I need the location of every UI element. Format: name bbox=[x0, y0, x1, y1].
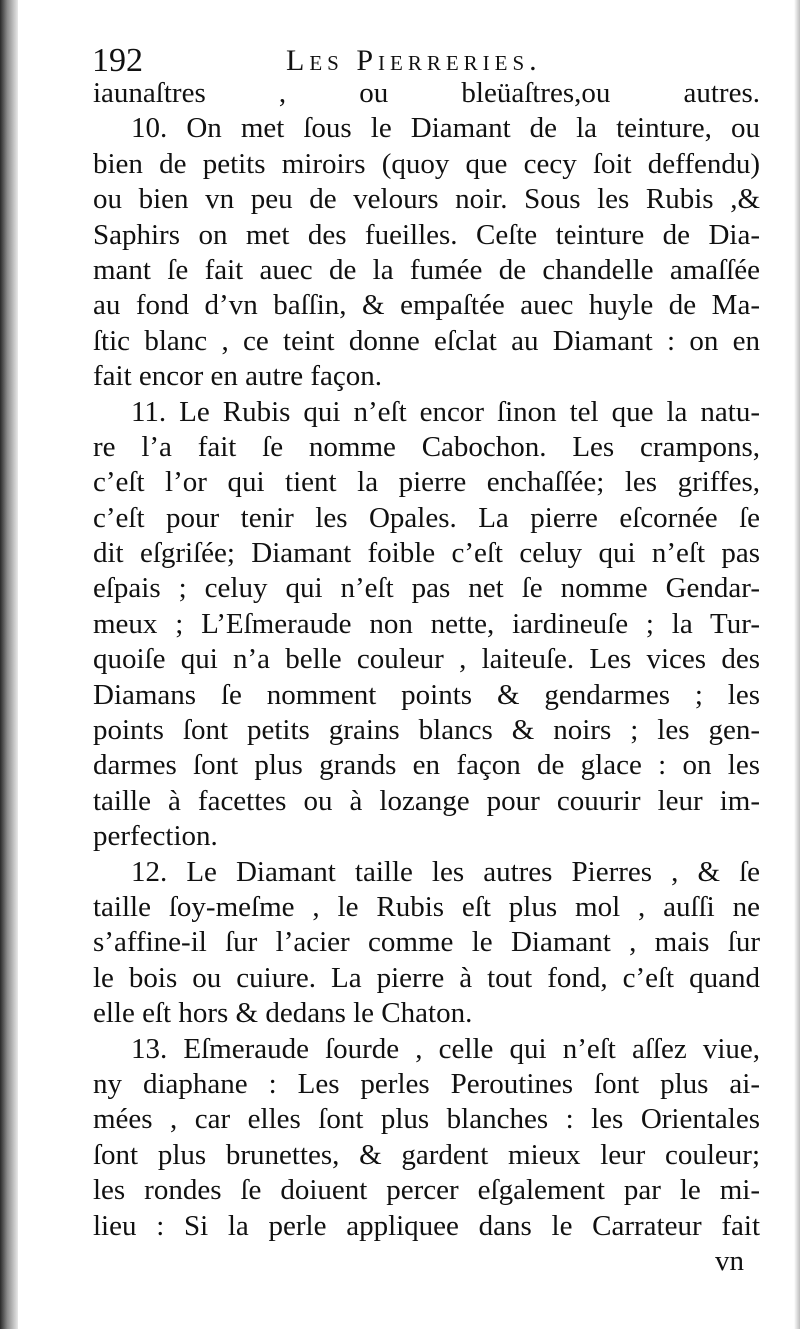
text-line: re l’a fait ſe nomme Cabochon. Les crampons, bbox=[93, 430, 760, 463]
text-line: taille à facettes ou à lozange pour couurir leur im- bbox=[93, 784, 760, 817]
text-line: ſont plus brunettes, & gardent mieux leur couleur; bbox=[93, 1138, 760, 1171]
text-line: ny diaphane : Les perles Peroutines ſont plus ai- bbox=[93, 1067, 760, 1100]
text-line: quoiſe qui n’a belle couleur , laiteuſe. Les vices des bbox=[93, 643, 760, 676]
text-line: s’affine-il ſur l’acier comme le Diamant , mais ſur bbox=[93, 926, 760, 959]
catchword: vn bbox=[715, 1244, 744, 1277]
text-line: ou bien vn peu de velours noir. Sous les Rubis ,& bbox=[93, 183, 760, 216]
text-line: Diamans ſe nomment points & gendarmes ; les bbox=[93, 678, 760, 711]
text-line: c’eſt l’or qui tient la pierre enchaſſée; les griffes, bbox=[93, 466, 760, 499]
text-line: darmes ſont plus grands en façon de glace : on les bbox=[93, 749, 760, 782]
running-head: Les Pierreries. bbox=[286, 44, 542, 77]
text-line: meux ; L’Eſmeraude non nette, iardineuſe ; la Tur- bbox=[93, 607, 760, 640]
text-line: iaunaſtres , ou bleüaſtres,ou autres. bbox=[93, 77, 760, 109]
body-text bbox=[93, 76, 760, 1279]
text-line: 11. Le Rubis qui n’eſt encor ſinon tel que la natu- bbox=[131, 395, 760, 428]
text-line: bien de petits miroirs (quoy que cecy ſoit deffendu) bbox=[93, 147, 760, 180]
text-line: taille ſoy-meſme , le Rubis eſt plus mol , auſſi ne bbox=[93, 890, 760, 923]
text-line: eſpais ; celuy qui n’eſt pas net ſe nomme Gendar- bbox=[93, 572, 760, 605]
page-number: 192 bbox=[92, 42, 143, 79]
text-line: Saphirs on met des fueilles. Ceſte teinture de Dia- bbox=[93, 218, 760, 251]
text-line: elle eſt hors & dedans le Chaton. bbox=[93, 997, 473, 1030]
text-line: lieu : Si la perle appliquee dans le Carrateur fait bbox=[93, 1209, 760, 1242]
text-line: c’eſt pour tenir les Opales. La pierre eſcornée ſe bbox=[93, 501, 760, 534]
text-line: points ſont petits grains blancs & noirs ; les gen- bbox=[93, 714, 760, 747]
text-line: 12. Le Diamant taille les autres Pierres , & ſe bbox=[131, 855, 760, 888]
text-line: mant ſe fait auec de la fumée de chandelle amaſſée bbox=[93, 253, 760, 286]
text-line: dit eſgriſée; Diamant foible c’eſt celuy qui n’eſt pas bbox=[93, 537, 760, 570]
text-line: ſtic blanc , ce teint donne eſclat au Diamant : on en bbox=[93, 324, 760, 357]
text-line: le bois ou cuiure. La pierre à tout fond, c’eſt quand bbox=[93, 961, 760, 994]
text-line: fait encor en autre façon. bbox=[93, 360, 383, 393]
text-line: au fond d’vn baſſin, & empaſtée auec huyle de Ma- bbox=[93, 289, 760, 322]
text-line: 10. On met ſous le Diamant de la teinture, ou bbox=[131, 112, 760, 145]
text-line: les rondes ſe doiuent percer eſgalement par le mi- bbox=[93, 1174, 760, 1207]
page-gutter-shadow bbox=[0, 0, 18, 1329]
page-edge bbox=[794, 0, 800, 1329]
text-line: mées , car elles ſont plus blanches : les Orientales bbox=[93, 1103, 760, 1136]
text-line: perfection. bbox=[93, 820, 218, 853]
text-line: 13. Eſmeraude ſourde , celle qui n’eſt aſſez viue, bbox=[131, 1032, 760, 1065]
